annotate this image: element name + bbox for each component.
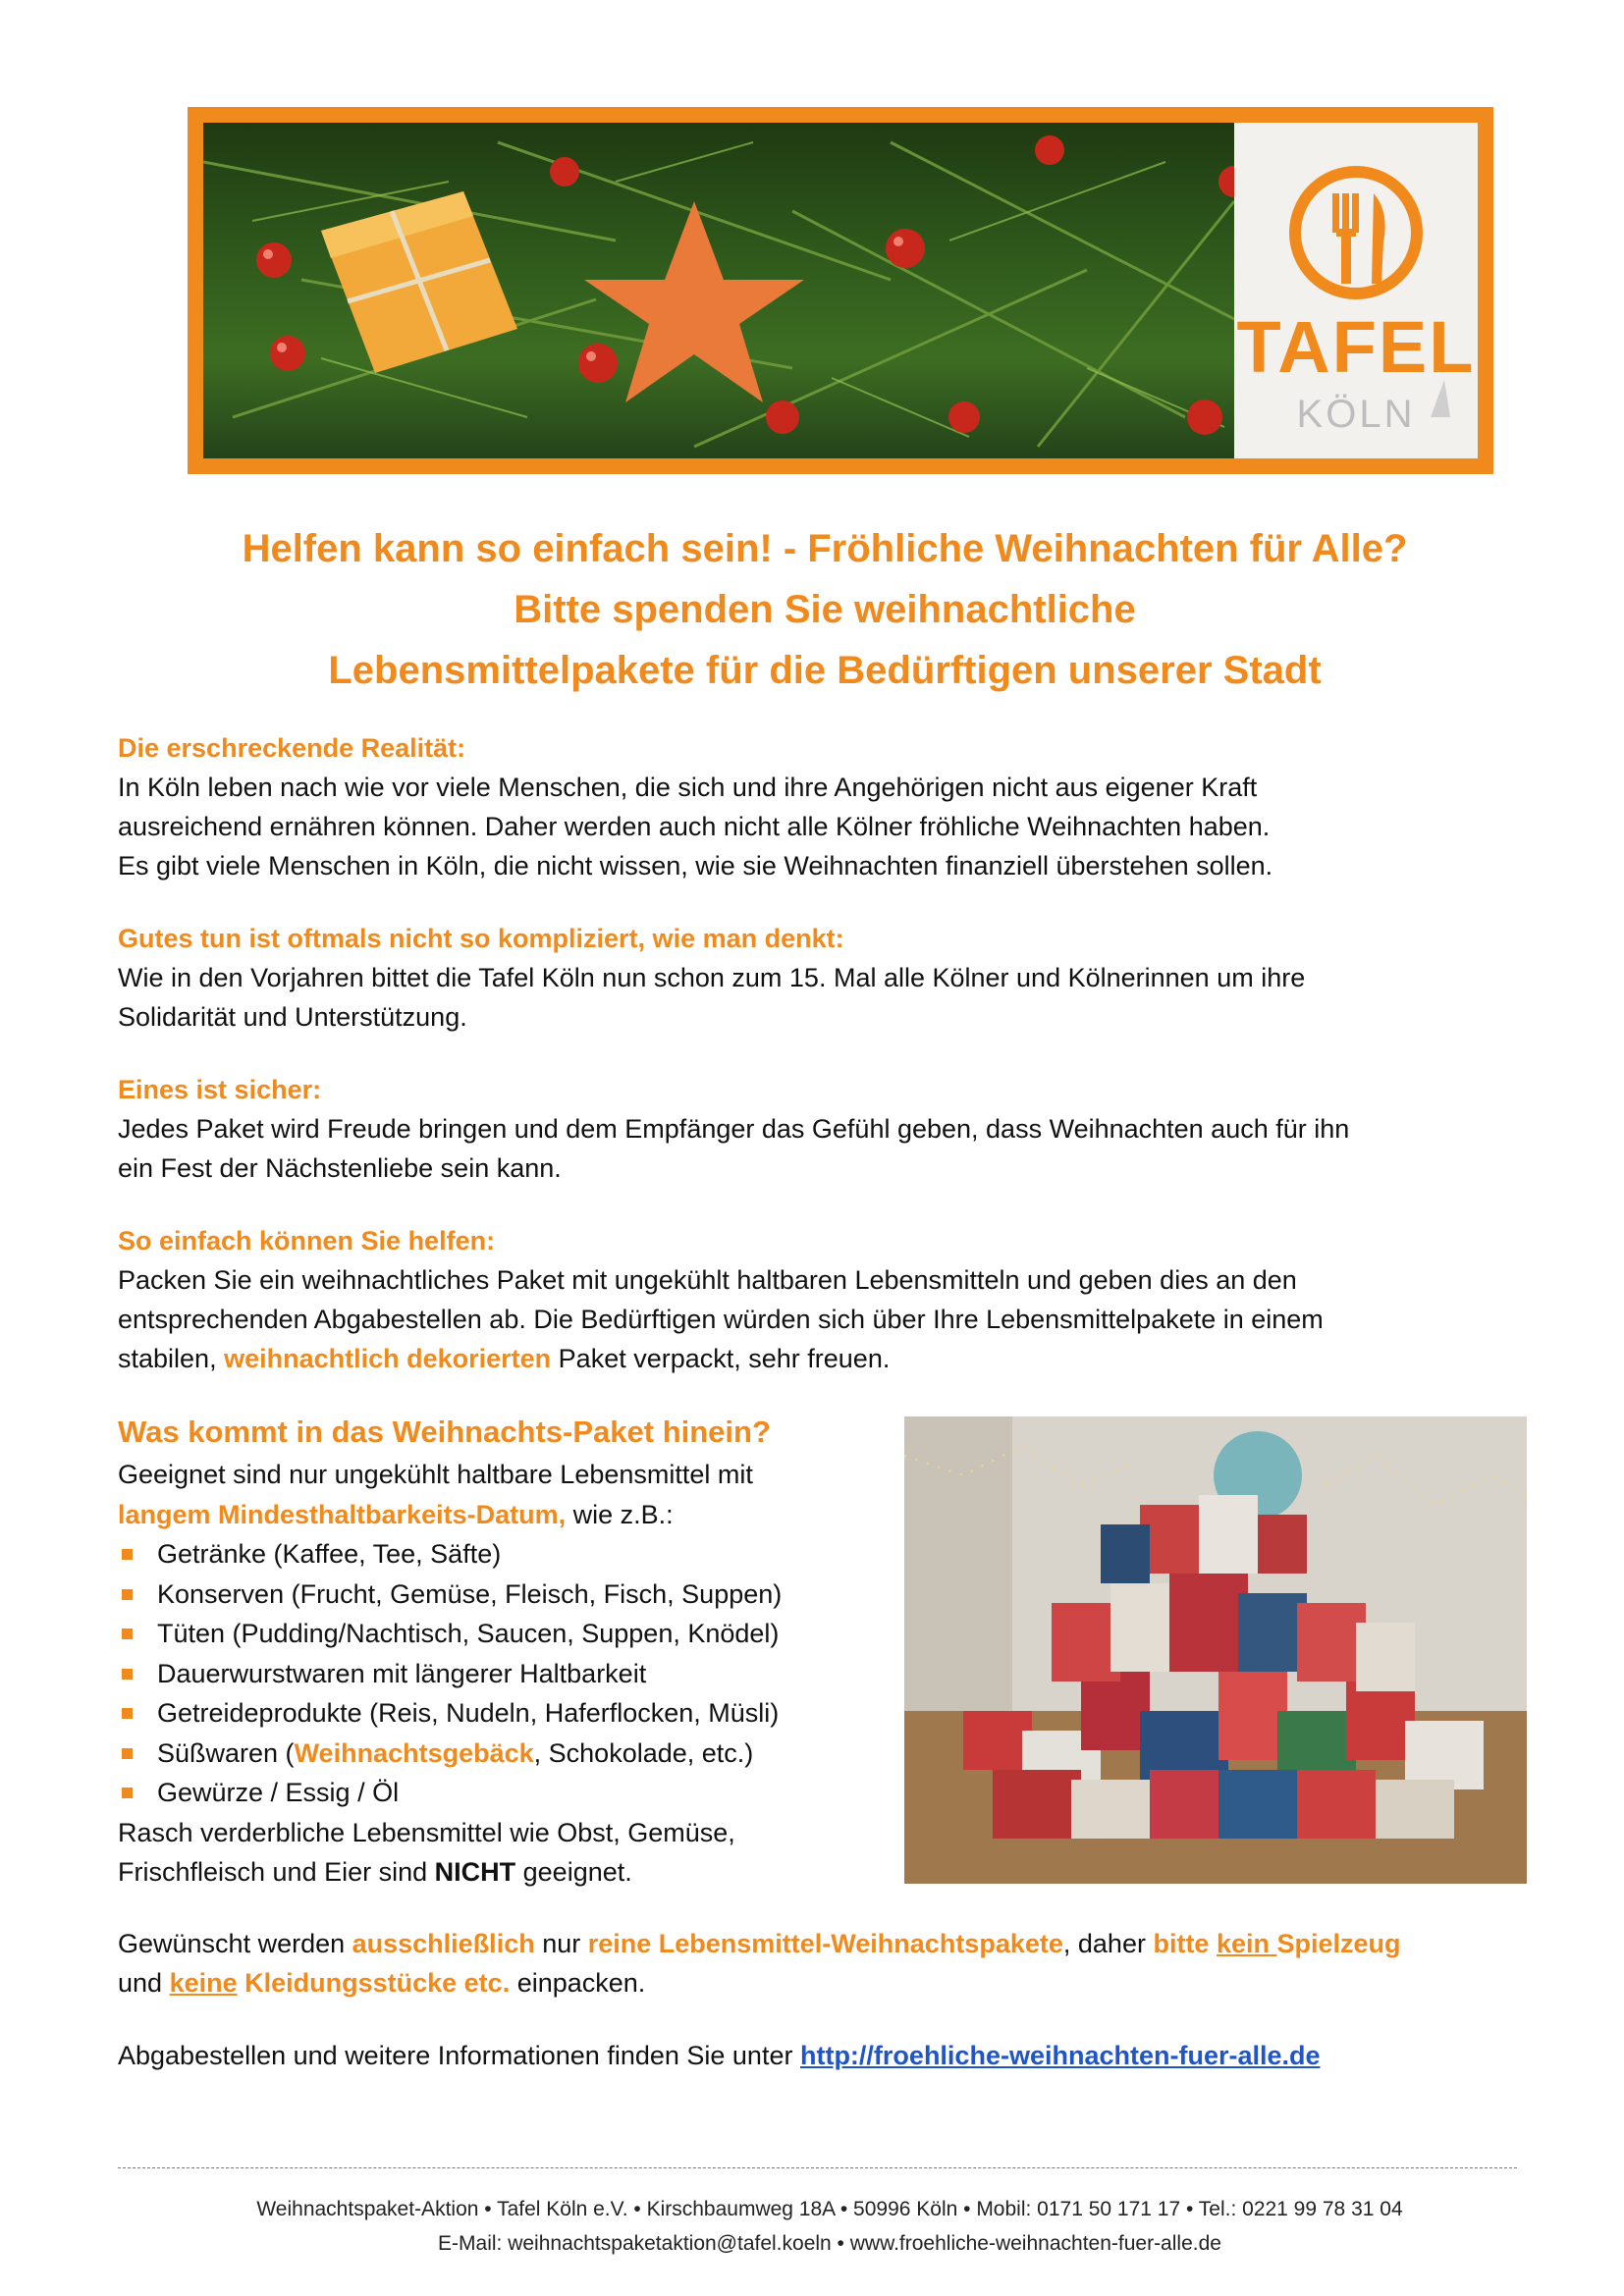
paragraph-line: Jedes Paket wird Freude bringen und dem Empfänger das Gefühl geben, dass Weihnachten auch für ihn	[118, 1114, 1350, 1144]
contents-title: Was kommt in das Weihnachts-Paket hinein?	[118, 1415, 771, 1449]
highlight-food-packages: reine Lebensmittel-Weihnachtspakete	[587, 1929, 1063, 1958]
emphasis-not: NICHT	[434, 1857, 516, 1887]
section-good-deeds	[118, 919, 1542, 1037]
paragraph-line: In Köln leben nach wie vor viele Menschen, die sich und ihre Angehörigen nicht aus eigener Kraft	[118, 773, 1258, 802]
text-segment: einpacken.	[510, 1968, 646, 1998]
tafel-logo	[1234, 123, 1478, 458]
highlight-no: kein	[1216, 1929, 1277, 1958]
paragraph-line	[118, 1924, 1542, 1963]
text-segment: wie z.B.:	[566, 1499, 674, 1529]
section-title: Gutes tun ist oftmals nicht so kompliziert, wie man denkt:	[118, 924, 844, 953]
highlight-toys: Spielzeug	[1276, 1929, 1401, 1958]
star-decoration	[584, 201, 804, 402]
list-item-text: Dauerwurstwaren mit längerer Haltbarkeit	[157, 1658, 647, 1688]
highlight-decorated: weihnachtlich dekorierten	[224, 1344, 552, 1373]
section-reality	[118, 728, 1542, 885]
square-bullet-icon	[122, 1748, 133, 1759]
section-title: So einfach können Sie helfen:	[118, 1226, 496, 1255]
text-segment: Abgabestellen und weitere Informationen finden Sie unter	[118, 2041, 800, 2070]
text-segment: Süßwaren (	[157, 1737, 295, 1768]
paragraph-line: ausreichend ernähren können. Daher werden auch nicht alle Kölner fröhliche Weihnachten haben.	[118, 812, 1271, 841]
list-item	[118, 1734, 884, 1774]
contents-intro	[118, 1495, 884, 1535]
text-segment: geeignet.	[515, 1857, 632, 1887]
headline-line-2: Bitte spenden Sie weihnachtliche	[514, 588, 1136, 631]
footer-divider	[118, 2167, 1517, 2168]
logo-brand: TAFEL	[1236, 306, 1476, 388]
section-certain	[118, 1070, 1542, 1188]
highlight-christmas-cookies: Weihnachtsgebäck	[294, 1737, 534, 1768]
paragraph-line: entsprechenden Abgabestellen ab. Die Bedürftigen würden sich über Ihre Lebensmittelpakete in einem	[118, 1305, 1324, 1334]
text-segment: und	[118, 1968, 170, 1998]
text-segment: stabilen,	[118, 1344, 225, 1373]
list-item-text: Tüten (Pudding/Nachtisch, Saucen, Suppen, Knödel)	[157, 1619, 780, 1648]
list-item-text: Getreideprodukte (Reis, Nudeln, Haferflocken, Müsli)	[157, 1698, 780, 1728]
list-item	[118, 1773, 884, 1813]
contents-outro	[118, 1852, 884, 1893]
text-segment: Paket verpackt, sehr freuen.	[551, 1344, 891, 1373]
list-item-text: Konserven (Frucht, Gemüse, Fleisch, Fisch, Suppen)	[157, 1578, 783, 1609]
square-bullet-icon	[122, 1708, 133, 1719]
paragraph-line: Es gibt viele Menschen in Köln, die nicht wissen, wie sie Weihnachten finanziell überstehen sollen.	[118, 851, 1273, 881]
square-bullet-icon	[122, 1788, 133, 1798]
text-segment: Gewünscht werden	[118, 1929, 352, 1958]
section-title: Eines ist sicher:	[118, 1075, 322, 1104]
paragraph-line	[118, 1963, 1542, 2002]
contents-intro: Geeignet sind nur ungekühlt haltbare Lebensmittel mit	[118, 1460, 753, 1489]
text-segment: Frischfleisch und Eier sind	[118, 1857, 435, 1887]
section-title: Die erschreckende Realität:	[118, 733, 466, 763]
list-item	[118, 1575, 884, 1615]
headline-line-3: Lebensmittelpakete für die Bedürftigen unserer Stadt	[328, 649, 1322, 692]
list-item	[118, 1534, 884, 1575]
highlight-exclusively: ausschließlich	[352, 1929, 535, 1958]
gift-packages-photo	[904, 1416, 1527, 1884]
square-bullet-icon	[122, 1669, 133, 1680]
square-bullet-icon	[122, 1549, 133, 1560]
gift-box-decoration	[321, 191, 517, 373]
header-banner	[188, 107, 1493, 474]
highlight-shelf-life: langem Mindesthaltbarkeits-Datum,	[118, 1499, 567, 1529]
highlight-please: bitte	[1153, 1929, 1217, 1958]
paragraph-line: ein Fest der Nächstenliebe sein kann.	[118, 1153, 562, 1183]
section-info	[118, 2036, 1542, 2075]
page-title	[147, 518, 1502, 701]
paragraph-line: Wie in den Vorjahren bittet die Tafel Köln nun schon zum 15. Mal alle Kölner und Kölnerinnen um ihre	[118, 963, 1306, 992]
section-how-to-help	[118, 1221, 1542, 1378]
square-bullet-icon	[122, 1629, 133, 1639]
contents-outro: Rasch verderbliche Lebensmittel wie Obst, Gemüse,	[118, 1817, 735, 1847]
list-item-text: Gewürze / Essig / Öl	[157, 1778, 400, 1807]
contents-list	[118, 1534, 884, 1813]
website-link[interactable]: http://froehliche-weihnachten-fuer-alle.de	[799, 2041, 1321, 2070]
section-package-contents	[118, 1410, 884, 1893]
highlight-clothing: Kleidungsstücke etc.	[237, 1968, 511, 1998]
paragraph-line: Solidarität und Unterstützung.	[118, 1002, 467, 1032]
list-item-text: Getränke (Kaffee, Tee, Säfte)	[157, 1539, 502, 1569]
square-bullet-icon	[122, 1589, 133, 1600]
text-segment: , Schokolade, etc.)	[533, 1737, 754, 1768]
text-segment: nur	[534, 1929, 588, 1958]
section-wish	[118, 1924, 1542, 2002]
banner-image	[203, 123, 1478, 458]
paragraph-line	[118, 2036, 1542, 2075]
paragraph-line	[118, 1339, 1542, 1378]
highlight-none: keine	[169, 1968, 238, 1998]
logo-city: KÖLN	[1296, 393, 1416, 436]
paragraph-line: Packen Sie ein weihnachtliches Paket mit ungekühlt haltbaren Lebensmitteln und geben dies an den	[118, 1265, 1297, 1295]
text-segment: , daher	[1062, 1929, 1154, 1958]
list-item	[118, 1614, 884, 1654]
gift-packages-illustration	[904, 1416, 1527, 1884]
footer-address: Weihnachtspaket-Aktion • Tafel Köln e.V. • Kirschbaumweg 18A • 50996 Köln • Mobil: 0171 50 171 17 • Tel.: 0221 99 78 31 04	[256, 2198, 1403, 2220]
list-item	[118, 1693, 884, 1734]
footer-contact: E-Mail: weihnachtspaketaktion@tafel.koeln • www.froehliche-weihnachten-fuer-alle.de	[438, 2232, 1221, 2255]
headline-line-1: Helfen kann so einfach sein! - Fröhliche Weihnachten für Alle?	[242, 527, 1408, 570]
list-item	[118, 1654, 884, 1694]
